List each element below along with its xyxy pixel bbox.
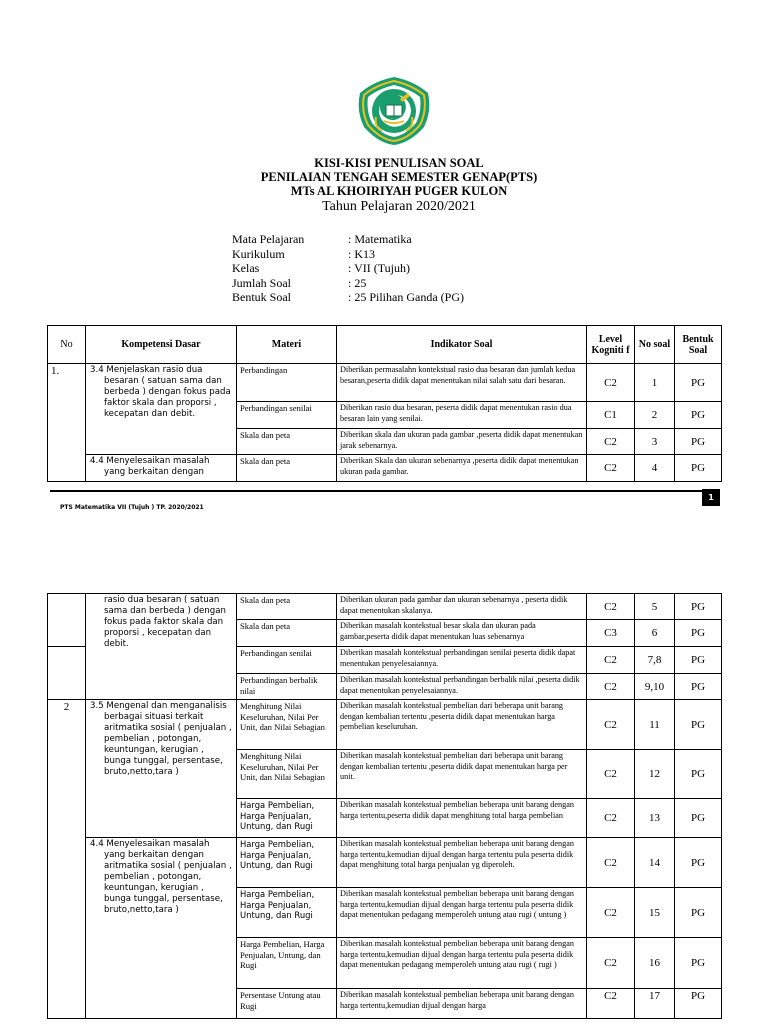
cell-bentuk: PG [675,594,722,620]
cell-bentuk: PG [675,799,722,838]
cell-no-soal: 12 [635,750,675,799]
header-level-kognitif: Level Kogniti f [587,326,635,364]
cell-materi: Menghitung Nilai Keseluruhan, Nilai Per Unit, dan Nilai Sebagian [237,750,337,799]
header-kompetensi-dasar: Kompetensi Dasar [86,326,237,364]
header-no: No [48,326,86,364]
cell-indikator: Diberikan Skala dan ukuran sebenarnya ,peserta didik dapat menentukan ukuran pada gambar. [337,455,587,482]
cell-bentuk: PG [675,647,722,674]
cell-materi: Harga Pembelian, Harga Penjualan, Untung, dan Rugi [237,838,337,888]
cell-bentuk: PG [675,364,722,402]
cell-indikator: Diberikan permasalahn kontekstual rasio dua besaran dan jumlah kedua besaran,peserta didik dapat menentukan nilai salah satu dari besaran. [337,364,587,402]
cell-materi: Skala dan peta [237,594,337,620]
cell-no-soal: 3 [635,429,675,455]
cell-materi: Skala dan peta [237,455,337,482]
cell-level: C2 [587,647,635,674]
cell-no-soal: 2 [635,402,675,429]
cell-materi: Menghitung Nilai Keseluruhan, Nilai Per Unit, dan Nilai Sebagian [237,700,337,750]
cell-level: C2 [587,455,635,482]
cell-level: C2 [587,429,635,455]
info-label: Mata Pelajaran [232,232,305,246]
cell-materi: Harga Pembelian, Harga Penjualan, Untung, dan Rugi [237,938,337,989]
cell-level: C2 [587,674,635,700]
cell-no-soal: 16 [635,938,675,989]
kisi-table-page-1 [47,325,722,482]
cell-level: C2 [587,989,635,1019]
cell-kompetensi-dasar: 4.4 Menyelesaikan masalah yang berkaitan dengan aritmatika sosial ( penjualan , pembelian , potongan, keuntungan, kerugian , bunga tunggal, persentase, bruto,netto,tara ) [86,838,237,1019]
footer-divider [50,490,720,492]
info-value: : 25 Pilihan Ganda (PG) [348,290,464,305]
cell-level: C3 [587,620,635,647]
cell-indikator: Diberikan masalah kontekstual pembelian beberapa unit barang dengan harga tertentu,kemudian dijual dengan harga tertentu pula peserta didik dapat menghitung total harga penjualan yg diperoleh. [337,838,587,888]
cell-bentuk: PG [675,674,722,700]
table-row [48,594,722,620]
cell-bentuk: PG [675,429,722,455]
table-row [48,700,722,750]
cell-indikator: Diberikan masalah kontekstual pembelian dari beberapa unit barang dengan kembalian tertentu ,peserta didik dapat menentukan harga pembelian keseluruhan. [337,700,587,750]
table-row [48,455,722,482]
cell-materi: Harga Pembelian, Harga Penjualan, Untung, dan Rugi [237,799,337,838]
cell-level: C2 [587,364,635,402]
info-label: Kelas [232,261,260,276]
cell-no [48,647,86,700]
cell-indikator: Diberikan masalah kontekstual perbandingan senilai peserta didik dapat menentukan penyelesaiannya. [337,647,587,674]
title-line-1: KISI-KISI PENULISAN SOAL [314,156,484,170]
cell-level: C2 [587,938,635,989]
cell-materi: Skala dan peta [237,429,337,455]
info-block [232,232,464,305]
cell-kompetensi-dasar: 3.5 Mengenal dan menganalisis berbagai situasi terkait aritmatika sosial ( penjualan , pembelian , potongan, keuntungan, kerugian , bunga tunggal, persentase, bruto,netto,tara ) [86,700,237,838]
cell-indikator: Diberikan skala dan ukuran pada gambar ,peserta didik dapat menentukan jarak sebenarnya. [337,429,587,455]
cell-no [48,594,86,647]
cell-no: 1. [48,364,86,482]
cell-no-soal: 17 [635,989,675,1019]
cell-bentuk: PG [675,402,722,429]
kisi-table-page-2 [47,593,722,1019]
cell-bentuk: PG [675,989,722,1019]
info-label: Kurikulum [232,246,285,261]
cell-materi: Perbandingan [237,364,337,402]
cell-no: 2 [48,700,86,1019]
cell-level: C2 [587,594,635,620]
cell-level: C1 [587,402,635,429]
cell-bentuk: PG [675,838,722,888]
table-row [48,838,722,888]
cell-materi: Perbandingan senilai [237,402,337,429]
cell-indikator: Diberikan masalah kontekstual pembelian beberapa unit barang dengan harga tertentu,kemudian dijual dengan harga [337,989,587,1019]
header-indikator-soal: Indikator Soal [337,326,587,364]
cell-no-soal: 5 [635,594,675,620]
cell-materi: Perbandingan senilai [237,647,337,674]
cell-no-soal: 15 [635,888,675,938]
school-year: Tahun Pelajaran 2020/2021 [322,199,476,214]
cell-indikator: Diberikan masalah kontekstual pembelian beberapa unit barang dengan harga tertentu,kemudian dijual dengan harga tertentu pula peserta didik dapat menentukan pedagang memperoleh untung atau rugi ( untung ) [337,888,587,938]
cell-no-soal: 14 [635,838,675,888]
cell-materi: Harga Pembelian, Harga Penjualan, Untung, dan Rugi [237,888,337,938]
info-row [232,290,464,305]
school-crest-icon [354,75,434,147]
cell-no-soal: 4 [635,455,675,482]
cell-no-soal: 11 [635,700,675,750]
document-title-block [0,156,768,216]
cell-indikator: Diberikan masalah kontekstual perbandingan berbalik nilai ,peserta didik dapat menentukan penyelesaiannya. [337,674,587,700]
cell-bentuk: PG [675,455,722,482]
cell-level: C2 [587,799,635,838]
cell-materi: Skala dan peta [237,620,337,647]
info-value: : 25 [348,275,367,290]
cell-level: C2 [587,750,635,799]
cell-bentuk: PG [675,750,722,799]
cell-kompetensi-dasar: 4.4 Menyelesaikan masalah yang berkaitan dengan [86,455,237,482]
page-number: 1 [702,489,720,506]
cell-indikator: Diberikan masalah kontekstual besar skala dan ukuran pada gambar,peserta didik dapat menentukan luas sebenarnya [337,620,587,647]
cell-no-soal: 1 [635,364,675,402]
header-no-soal: No soal [635,326,675,364]
header-bentuk-soal: Bentuk Soal [675,326,722,364]
info-row [232,276,464,291]
cell-indikator: Diberikan ukuran pada gambar dan ukuran sebenarnya , peserta didik dapat menentukan skalanya. [337,594,587,620]
info-label: Bentuk Soal [232,290,291,305]
table-header-row [48,326,722,364]
cell-kompetensi-dasar: rasio dua besaran ( satuan sama dan berbeda ) dengan fokus pada faktor skala dan proporsi , kecepatan dan debit. [86,594,237,700]
info-label: Jumlah Soal [232,275,291,290]
cell-level: C2 [587,700,635,750]
cell-materi: Perbandingan berbalik nilai [237,674,337,700]
info-row [232,261,464,276]
cell-indikator: Diberikan masalah kontekstual pembelian dari beberapa unit barang dengan kembalian tertentu ,peserta didik dapat menentukan harga per unit. [337,750,587,799]
page-2 [0,590,768,1024]
header-materi: Materi [237,326,337,364]
cell-indikator: Diberikan rasio dua besaran, peserta didik dapat menentukan rasio dua besaran lain yang senilai. [337,402,587,429]
cell-no-soal: 6 [635,620,675,647]
cell-indikator: Diberikan masalah kontekstual pembelian beberapa unit barang dengan harga tertentu,peserta didik dapat menghitung total harga pembelian [337,799,587,838]
info-value: : K13 [348,246,375,261]
cell-bentuk: PG [675,888,722,938]
table-row [48,364,722,402]
info-value: : Matematika [348,232,412,246]
cell-materi: Persentase Untung atau Rugi [237,989,337,1019]
info-row [232,232,464,247]
cell-bentuk: PG [675,700,722,750]
cell-kompetensi-dasar: 3.4 Menjelaskan rasio dua besaran ( satuan sama dan berbeda ) dengan fokus pada faktor skala dan proporsi , kecepatan dan debit. [86,364,237,455]
title-line-3: MTs AL KHOIRIYAH PUGER KULON [290,184,508,198]
cell-level: C2 [587,838,635,888]
page-gap [0,530,768,590]
info-value: : VII (Tujuh) [348,261,411,276]
cell-indikator: Diberikan masalah kontekstual pembelian beberapa unit barang dengan harga tertentu,kemudian dijual dengan harga tertentu pula peserta didik dapat menentukan pedagang memperoleh untung atau rugi ( rugi ) [337,938,587,989]
cell-level: C2 [587,888,635,938]
cell-bentuk: PG [675,620,722,647]
info-row [232,247,464,262]
title-line-2: PENILAIAN TENGAH SEMESTER GENAP(PTS) [260,170,538,184]
cell-no-soal: 13 [635,799,675,838]
cell-no-soal: 9,10 [635,674,675,700]
cell-bentuk: PG [675,938,722,989]
footer-text: PTS Matematika VII (Tujuh ) TP. 2020/2021 [60,504,204,511]
cell-no-soal: 7,8 [635,647,675,674]
